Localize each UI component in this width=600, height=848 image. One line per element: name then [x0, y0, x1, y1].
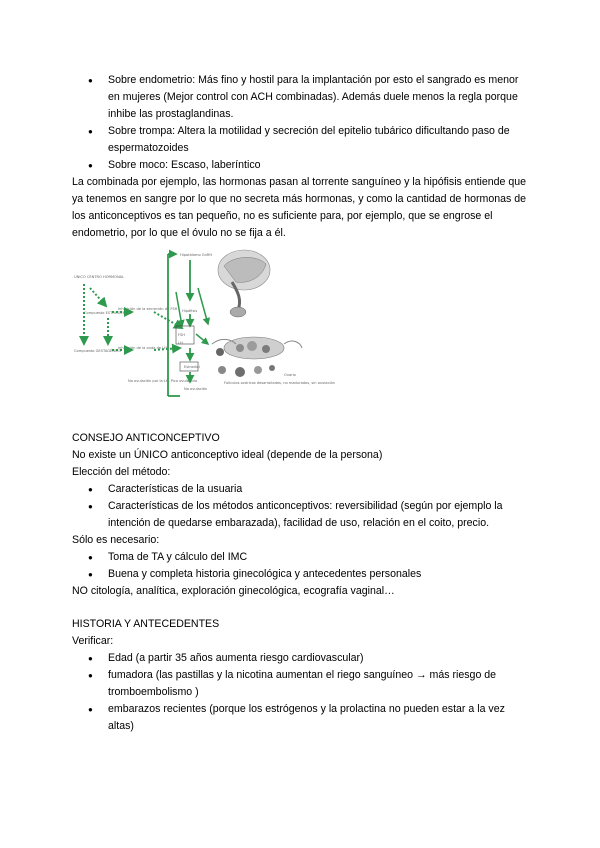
- list-item: ● Características de la usuaria: [72, 481, 530, 498]
- label-hipofisis: Hipófisis: [182, 309, 198, 313]
- label-caption-left: No ovulación por la LH. Pico ovulatorio: [128, 379, 198, 383]
- label-inhibicion-lh: Inhibición de la onda de LH: [118, 346, 167, 350]
- list-item: ● Sobre moco: Escaso, laberíntico: [72, 157, 530, 174]
- list-item: ● fumadora (las pastillas y la nicotina aumentan el riego sanguíneo → más riesgo de tromboembolismo ): [72, 667, 530, 701]
- necesario-list: [72, 549, 530, 583]
- list-item: ● embarazos recientes (porque los estrógenos y la prolactina no pueden estar a la vez altas): [72, 701, 530, 735]
- list-item: ● Sobre trompa: Altera la motilidad y secreción del epitelio tubárico dificultando paso de espermatozoides: [72, 123, 530, 157]
- label-inhibicion-fsh: Inhibición de la secreción de FSH: [118, 307, 178, 311]
- consejo-section: [72, 430, 530, 600]
- section-heading: HISTORIA Y ANTECEDENTES: [72, 618, 220, 630]
- label-unico: ÚNICO CENTRO HORMONAL: [74, 275, 125, 279]
- label-compuesto: Compuesto ESTROGÉNICO: [84, 311, 132, 315]
- historia-section: [72, 616, 530, 735]
- label-estradiol: Estradiol: [184, 365, 200, 369]
- hormonal-diagram: [72, 248, 362, 406]
- label-lh: LH: [178, 341, 183, 345]
- brain-illustration: [218, 250, 270, 317]
- list-item: ● Toma de TA y cálculo del IMC: [72, 549, 530, 566]
- paragraph-combinada: La combinada por ejemplo, las hormonas pasan al torrente sanguíneo y la hipófisis entiende que ya tenemos en sangre por lo que no secreta más hormonas, y como la cantidad de hormonas de los anticonceptivos es tan pequeño, no es suficiente para, por ejemplo, que se engrose el endometrio, por lo que el óvulo no se fija a él.: [72, 176, 527, 239]
- eleccion-list: [72, 481, 530, 532]
- label-ovario: Ovario: [284, 373, 296, 377]
- label-no-ovulacion: No ovulación: [184, 387, 208, 391]
- list-item: ● Edad (a partir 35 años aumenta riesgo cardiovascular): [72, 650, 530, 667]
- ovary-illustration: [212, 337, 302, 377]
- mechanism-list: [72, 72, 530, 174]
- arrow-solid: [196, 334, 208, 344]
- label-fsh: FSH: [178, 333, 185, 337]
- label-caption-right: Folículos ováricos desarrollados, no madurados, sin ovulación: [224, 381, 335, 385]
- text-line: NO citología, analítica, exploración ginecológica, ecografía vaginal…: [72, 585, 395, 597]
- label-progestageno: Compuesto GESTAGÉNICO: [74, 349, 122, 353]
- section-heading: CONSEJO ANTICONCEPTIVO: [72, 432, 220, 444]
- text-line: Elección del método:: [72, 466, 171, 478]
- text-line: Sólo es necesario:: [72, 534, 160, 546]
- label-hipotalamo: Hipotálamo GnRH: [180, 253, 213, 257]
- mechanism-section: [72, 72, 530, 242]
- list-item: ● Sobre endometrio: Más fino y hostil para la implantación por esto el sangrado es menor en mujeres (Mejor control con ACH combinadas). Además duele menos la regla porque inhibe las prostaglandinas.: [72, 72, 530, 123]
- arrow-dotted: [90, 288, 106, 306]
- text-line: Verificar:: [72, 635, 114, 647]
- verificar-list: [72, 650, 530, 735]
- text-line: No existe un ÚNICO anticonceptivo ideal (depende de la persona): [72, 449, 383, 461]
- arrow-solid: [198, 288, 208, 324]
- list-item: ● Buena y completa historia ginecológica y antecedentes personales: [72, 566, 530, 583]
- list-item: ● Características de los métodos anticonceptivos: reversibilidad (según por ejemplo la intención de quedarse embarazada), facilidad de uso, relación en el coito, precio.: [72, 498, 530, 532]
